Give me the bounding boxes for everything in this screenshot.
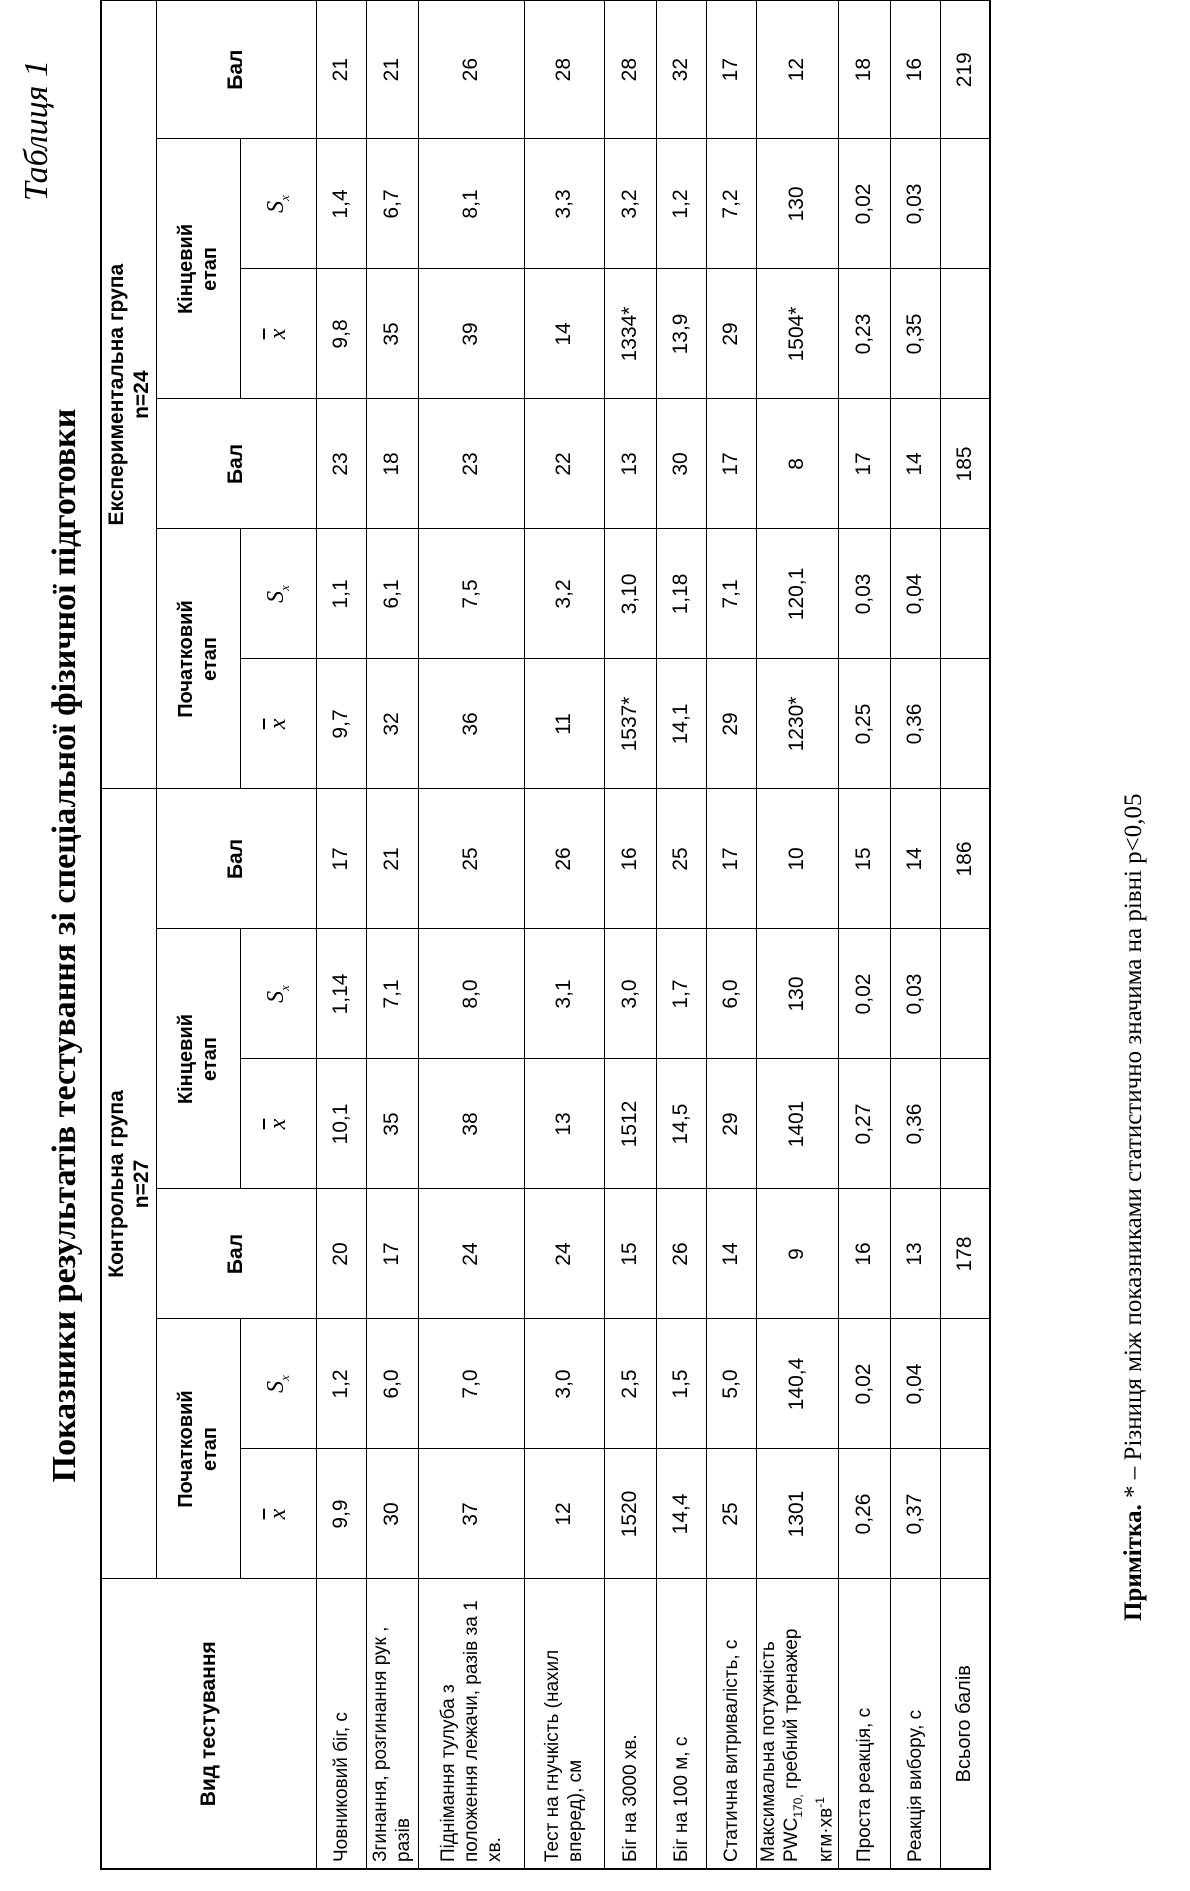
cell: 0,35 xyxy=(890,269,940,399)
cell: 0,26 xyxy=(838,1449,890,1579)
cell: 28 xyxy=(604,0,656,139)
cell: 3,0 xyxy=(524,1319,604,1449)
cell: 16 xyxy=(604,789,656,929)
cell: 32 xyxy=(366,659,418,789)
cell: 3,3 xyxy=(524,139,604,269)
cell: 22 xyxy=(524,399,604,529)
row-label: Статична витривалість, с xyxy=(706,1579,756,1869)
cell: 21 xyxy=(366,789,418,929)
table-row xyxy=(366,0,418,1869)
cell: 29 xyxy=(706,659,756,789)
cell: 1401 xyxy=(756,1059,838,1189)
cell: 15 xyxy=(604,1189,656,1319)
cell: 16 xyxy=(838,1189,890,1319)
cell: 1537* xyxy=(604,659,656,789)
cell: 7,1 xyxy=(706,529,756,659)
cell: 14,5 xyxy=(656,1059,706,1189)
cell: 1512 xyxy=(604,1059,656,1189)
total-label: Всього балів xyxy=(940,1579,990,1869)
cell: 7,2 xyxy=(706,139,756,269)
cell: 0,36 xyxy=(890,1059,940,1189)
cell: 21 xyxy=(366,0,418,139)
table-row xyxy=(838,0,890,1869)
cell: 14,1 xyxy=(656,659,706,789)
cell: 23 xyxy=(316,399,366,529)
cell: 11 xyxy=(524,659,604,789)
cell: 3,1 xyxy=(524,929,604,1059)
cell: 10,1 xyxy=(316,1059,366,1189)
results-table xyxy=(100,0,991,1870)
cell xyxy=(940,659,990,789)
cell: 9,7 xyxy=(316,659,366,789)
row-label: Максимальна потужність $PWC_{170,}$ гребний тренажер $кгм\cdot хв^{-1}$ xyxy=(756,1579,838,1869)
header-experimental-group: Експериментальна група n=24 xyxy=(101,0,156,789)
cell: 30 xyxy=(366,1449,418,1579)
cell: 35 xyxy=(366,269,418,399)
cell: 1334* xyxy=(604,269,656,399)
header-control-final: Кінцевий етап xyxy=(156,929,240,1189)
cell: 10 xyxy=(756,789,838,929)
sd-symbol: $S_x$ xyxy=(240,139,316,269)
cell: 14 xyxy=(524,269,604,399)
cell: 15 xyxy=(838,789,890,929)
cell: 1301 xyxy=(756,1449,838,1579)
cell: 0,02 xyxy=(838,139,890,269)
cell: 7,5 xyxy=(418,529,524,659)
mean-symbol: $\overline{x}$ xyxy=(240,659,316,789)
cell: 26 xyxy=(418,0,524,139)
cell: 16 xyxy=(890,0,940,139)
cell xyxy=(940,1059,990,1189)
cell: 23 xyxy=(418,399,524,529)
cell: 140,4 xyxy=(756,1319,838,1449)
total-row xyxy=(940,0,990,1869)
cell: 24 xyxy=(524,1189,604,1319)
cell: 0,03 xyxy=(890,929,940,1059)
cell: 21 xyxy=(316,0,366,139)
cell: 1,18 xyxy=(656,529,706,659)
row-label: Реакція вибору, с xyxy=(890,1579,940,1869)
cell: 0,36 xyxy=(890,659,940,789)
cell: 29 xyxy=(706,269,756,399)
cell: 39 xyxy=(418,269,524,399)
cell: 1,1 xyxy=(316,529,366,659)
cell: 5,0 xyxy=(706,1319,756,1449)
sd-symbol: $S_x$ xyxy=(240,529,316,659)
cell: 13 xyxy=(890,1189,940,1319)
cell: 12 xyxy=(524,1449,604,1579)
mean-symbol: $\overline{x}$ xyxy=(240,1059,316,1189)
cell: 9,8 xyxy=(316,269,366,399)
table-row xyxy=(604,0,656,1869)
cell: 24 xyxy=(418,1189,524,1319)
cell: 1,5 xyxy=(656,1319,706,1449)
cell: 17 xyxy=(366,1189,418,1319)
cell: 0,03 xyxy=(838,529,890,659)
cell: 9,9 xyxy=(316,1449,366,1579)
table-row xyxy=(656,0,706,1869)
cell: 2,5 xyxy=(604,1319,656,1449)
cell: 1504* xyxy=(756,269,838,399)
cell: 17 xyxy=(838,399,890,529)
sd-symbol: $S_x$ xyxy=(240,929,316,1059)
cell: 28 xyxy=(524,0,604,139)
table-row xyxy=(316,0,366,1869)
cell: 0,25 xyxy=(838,659,890,789)
cell xyxy=(940,1449,990,1579)
cell: 8,0 xyxy=(418,929,524,1059)
header-test-type: Вид тестування xyxy=(101,1579,316,1869)
table-caption: Таблиця 1 xyxy=(18,60,55,202)
table-row xyxy=(706,0,756,1869)
cell xyxy=(940,1319,990,1449)
cell: 3,0 xyxy=(604,929,656,1059)
header-experimental-initial: Початковий етап xyxy=(156,529,240,789)
row-label: Згинання, розгинання рук , разів xyxy=(366,1579,418,1869)
cell: 0,04 xyxy=(890,1319,940,1449)
cell: 1,2 xyxy=(656,139,706,269)
cell: 25 xyxy=(706,1449,756,1579)
cell: 130 xyxy=(756,139,838,269)
cell: 1230* xyxy=(756,659,838,789)
cell: 120,1 xyxy=(756,529,838,659)
row-label: Тест на гнучкість (нахил вперед), см xyxy=(524,1579,604,1869)
cell: 20 xyxy=(316,1189,366,1319)
cell: 13 xyxy=(604,399,656,529)
cell xyxy=(940,139,990,269)
cell: 8,1 xyxy=(418,139,524,269)
cell: 14,4 xyxy=(656,1449,706,1579)
row-label: Проста реакція, с xyxy=(838,1579,890,1869)
table-row xyxy=(524,0,604,1869)
row-label: Піднімання тулуба з положення лежачи, разів за 1 хв. xyxy=(418,1579,524,1869)
total-control-final: 186 xyxy=(940,789,990,929)
cell: 0,04 xyxy=(890,529,940,659)
cell: 6,7 xyxy=(366,139,418,269)
cell: 1,4 xyxy=(316,139,366,269)
cell: 1,2 xyxy=(316,1319,366,1449)
cell: 18 xyxy=(366,399,418,529)
mean-symbol: $\overline{x}$ xyxy=(240,269,316,399)
cell: 17 xyxy=(706,789,756,929)
cell: 0,23 xyxy=(838,269,890,399)
table-row xyxy=(890,0,940,1869)
cell: 17 xyxy=(706,399,756,529)
cell: 14 xyxy=(890,399,940,529)
cell: 29 xyxy=(706,1059,756,1189)
cell: 0,02 xyxy=(838,1319,890,1449)
row-label: Біг на 3000 хв. xyxy=(604,1579,656,1869)
cell: 1520 xyxy=(604,1449,656,1579)
table-note: Примітка. * – Різниця між показниками статистично значима на рівні р<0,05 xyxy=(1120,793,1147,1621)
cell: 3,2 xyxy=(524,529,604,659)
cell: 6,0 xyxy=(706,929,756,1059)
table-row xyxy=(418,0,524,1869)
header-control-initial-score: Бал xyxy=(156,1189,316,1319)
sd-symbol: $S_x$ xyxy=(240,1319,316,1449)
cell: 1,7 xyxy=(656,929,706,1059)
cell: 7,1 xyxy=(366,929,418,1059)
cell: 9 xyxy=(756,1189,838,1319)
row-label: Човниковий біг, с xyxy=(316,1579,366,1869)
cell: 26 xyxy=(524,789,604,929)
total-experimental-final: 219 xyxy=(940,0,990,139)
row-label: Біг на 100 м, с xyxy=(656,1579,706,1869)
total-control-initial: 178 xyxy=(940,1189,990,1319)
cell: 0,27 xyxy=(838,1059,890,1189)
cell: 26 xyxy=(656,1189,706,1319)
cell: 35 xyxy=(366,1059,418,1189)
cell: 0,37 xyxy=(890,1449,940,1579)
cell: 3,2 xyxy=(604,139,656,269)
cell: 7,0 xyxy=(418,1319,524,1449)
cell: 38 xyxy=(418,1059,524,1189)
cell: 3,10 xyxy=(604,529,656,659)
cell xyxy=(940,529,990,659)
header-control-initial: Початковий етап xyxy=(156,1319,240,1579)
cell: 6,0 xyxy=(366,1319,418,1449)
cell: 17 xyxy=(316,789,366,929)
mean-symbol: $\overline{x}$ xyxy=(240,1449,316,1579)
cell: 6,1 xyxy=(366,529,418,659)
table-title: Показники результатів тестування зі спеціальної фізичної підготовки xyxy=(46,408,83,1483)
cell: 14 xyxy=(890,789,940,929)
header-control-group: Контрольна група n=27 xyxy=(101,789,156,1579)
cell: 32 xyxy=(656,0,706,139)
cell: 30 xyxy=(656,399,706,529)
cell xyxy=(940,269,990,399)
cell: 37 xyxy=(418,1449,524,1579)
cell: 36 xyxy=(418,659,524,789)
cell: 0,03 xyxy=(890,139,940,269)
cell: 18 xyxy=(838,0,890,139)
cell: 1,14 xyxy=(316,929,366,1059)
header-experimental-final: Кінцевий етап xyxy=(156,139,240,399)
cell xyxy=(940,929,990,1059)
cell: 8 xyxy=(756,399,838,529)
header-experimental-initial-score: Бал xyxy=(156,399,316,529)
cell: 0,02 xyxy=(838,929,890,1059)
cell: 13,9 xyxy=(656,269,706,399)
total-experimental-initial: 185 xyxy=(940,399,990,529)
cell: 12 xyxy=(756,0,838,139)
header-control-final-score: Бал xyxy=(156,789,316,929)
cell: 13 xyxy=(524,1059,604,1189)
cell: 25 xyxy=(656,789,706,929)
cell: 130 xyxy=(756,929,838,1059)
cell: 14 xyxy=(706,1189,756,1319)
cell: 17 xyxy=(706,0,756,139)
header-experimental-final-score: Бал xyxy=(156,0,316,139)
table-row xyxy=(756,0,838,1869)
cell: 25 xyxy=(418,789,524,929)
